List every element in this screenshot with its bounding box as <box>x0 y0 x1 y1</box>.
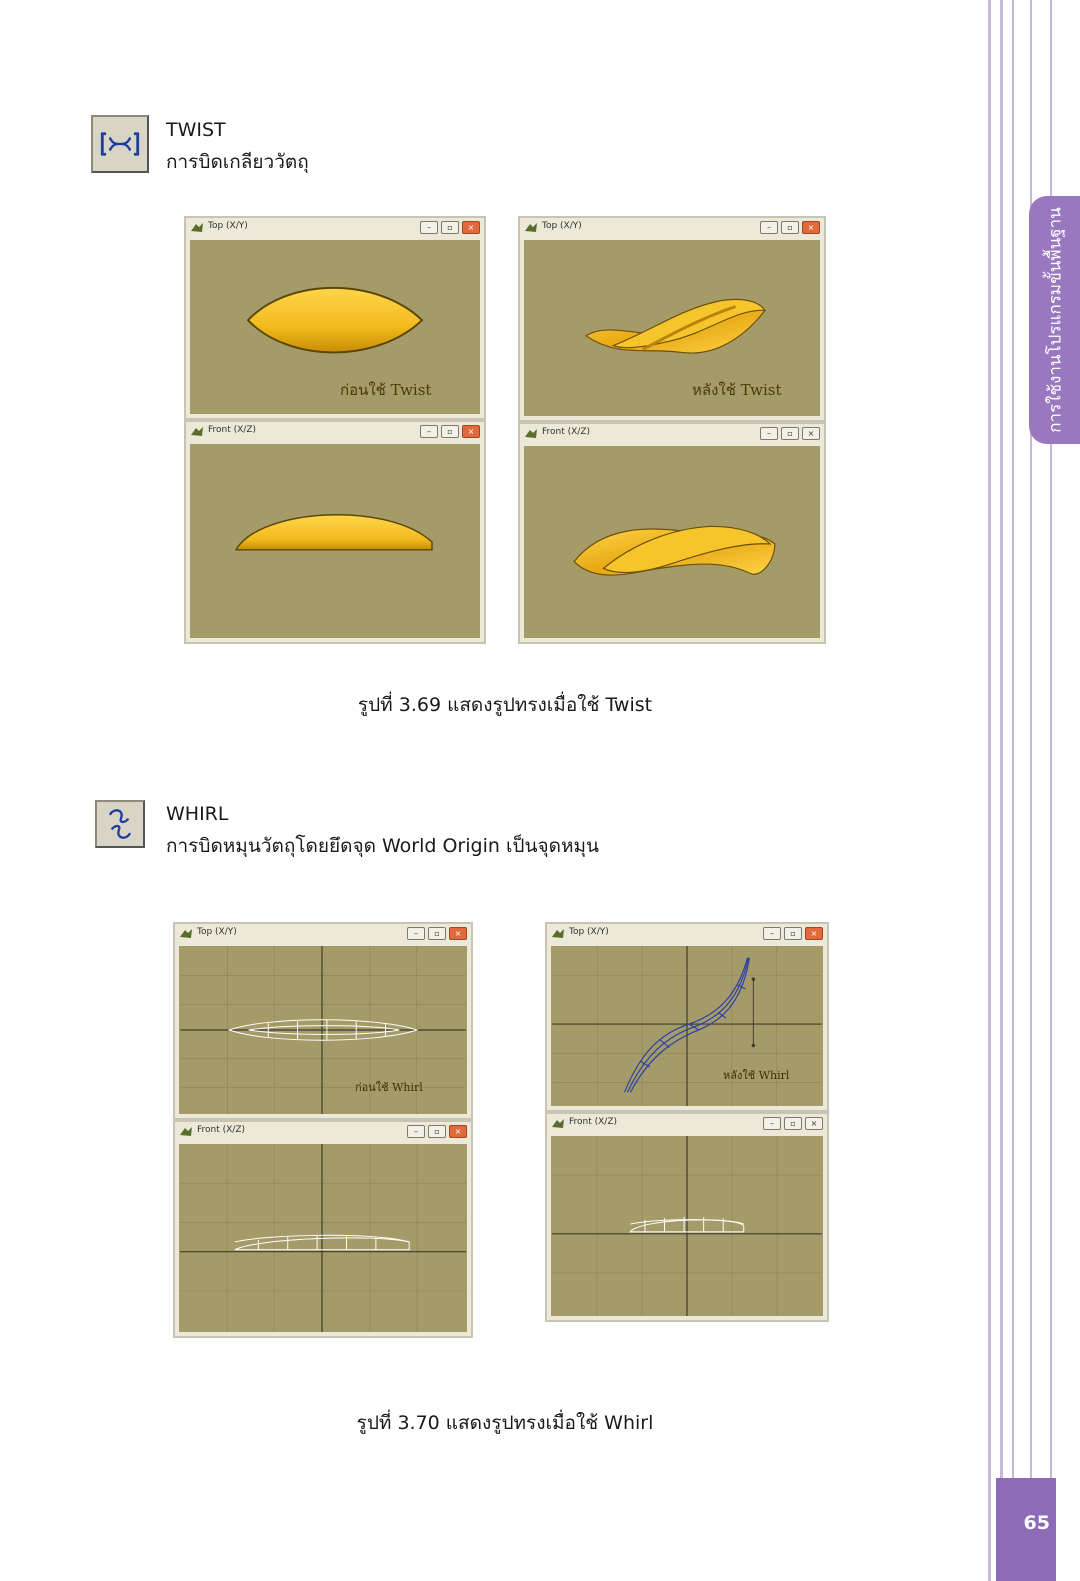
maximize-button[interactable]: ▫ <box>441 425 459 438</box>
twist-title: TWIST <box>166 119 226 141</box>
close-button[interactable]: × <box>462 425 480 438</box>
before-twist-label: ก่อนใช้ Twist <box>340 381 432 399</box>
viewport-title-bar[interactable] <box>175 924 471 944</box>
minimize-button[interactable]: – <box>763 927 781 940</box>
close-button[interactable]: × <box>449 927 467 940</box>
whirl-description: การบิดหมุนวัตถุโดยยึดจุด World Origin เป็นจุดหมุน <box>166 835 599 857</box>
maximize-button[interactable]: ▫ <box>784 1117 802 1130</box>
chapter-tab-label: การใช้งานโปรแกรมขั้นพื้นฐาน <box>1045 207 1065 433</box>
viewport-title-bar[interactable] <box>186 218 484 238</box>
rhino-logo-icon <box>190 425 204 438</box>
twist-heading <box>166 114 309 178</box>
maximize-button[interactable]: ▫ <box>428 1125 446 1138</box>
viewport-canvas[interactable] <box>524 240 820 416</box>
viewport-title: Front (X/Z) <box>542 427 591 437</box>
maximize-button[interactable]: ▫ <box>781 427 799 440</box>
viewport-title: Front (X/Z) <box>197 1125 246 1135</box>
whirl-heading <box>166 798 599 862</box>
twisted-object <box>586 299 765 353</box>
viewport-title-bar[interactable] <box>520 424 824 444</box>
before-whirl-label: ก่อนใช้ Whirl <box>355 1081 423 1094</box>
close-button[interactable]: × <box>805 1117 823 1130</box>
minimize-button[interactable]: – <box>407 1125 425 1138</box>
minimize-button[interactable]: – <box>420 425 438 438</box>
viewport-window-top[interactable] <box>173 922 473 1120</box>
viewport-window-top[interactable] <box>184 216 486 420</box>
lens-object <box>248 288 422 353</box>
viewport-title-bar[interactable] <box>175 1122 471 1142</box>
viewport-title-bar[interactable] <box>520 218 824 238</box>
minimize-button[interactable]: – <box>420 221 438 234</box>
margin-stripe <box>1012 0 1014 1581</box>
viewport-title: Front (X/Z) <box>208 425 257 435</box>
viewport-title: Top (X/Y) <box>197 927 237 937</box>
close-button[interactable]: × <box>449 1125 467 1138</box>
twist-figure-caption: รูปที่ 3.69 แสดงรูปทรงเมื่อใช้ Twist <box>357 694 653 716</box>
viewport-canvas[interactable] <box>179 946 467 1114</box>
maximize-button[interactable]: ▫ <box>428 927 446 940</box>
viewport-window-front[interactable] <box>518 422 826 644</box>
chapter-tab <box>1029 196 1080 444</box>
maximize-button[interactable]: ▫ <box>784 927 802 940</box>
viewport-title: Top (X/Y) <box>542 221 582 231</box>
minimize-button[interactable]: – <box>407 927 425 940</box>
viewport-window-front[interactable] <box>173 1120 473 1338</box>
margin-stripe <box>988 0 991 1581</box>
whirl-title: WHIRL <box>166 803 229 825</box>
dome-object <box>236 515 432 550</box>
after-whirl-label: หลังใช้ Whirl <box>723 1069 790 1082</box>
page-number: 65 <box>1023 1512 1050 1534</box>
viewport-canvas[interactable] <box>551 1136 823 1316</box>
twisted-object-front <box>574 526 775 575</box>
rhino-logo-icon <box>179 1125 193 1138</box>
minimize-button[interactable]: – <box>760 427 778 440</box>
twist-description: การบิดเกลียววัตถุ <box>166 151 309 173</box>
maximize-button[interactable]: ▫ <box>781 221 799 234</box>
viewport-canvas[interactable] <box>190 444 480 638</box>
maximize-button[interactable]: ▫ <box>441 221 459 234</box>
viewport-title: Top (X/Y) <box>569 927 609 937</box>
rhino-logo-icon <box>524 221 538 234</box>
viewport-canvas[interactable] <box>190 240 480 414</box>
viewport-canvas[interactable] <box>551 946 823 1106</box>
whirl-figure-caption: รูปที่ 3.70 แสดงรูปทรงเมื่อใช้ Whirl <box>356 1412 654 1434</box>
viewport-title: Top (X/Y) <box>208 221 248 231</box>
viewport-window-front[interactable] <box>184 420 486 644</box>
viewport-title-bar[interactable] <box>547 1114 827 1134</box>
twist-tool-icon <box>91 115 149 173</box>
close-button[interactable]: × <box>462 221 480 234</box>
rhino-logo-icon <box>551 1117 565 1130</box>
close-button[interactable]: × <box>802 427 820 440</box>
rhino-logo-icon <box>551 927 565 940</box>
viewport-title: Front (X/Z) <box>569 1117 618 1127</box>
rhino-logo-icon <box>524 427 538 440</box>
rhino-logo-icon <box>179 927 193 940</box>
viewport-window-front[interactable] <box>545 1112 829 1322</box>
close-button[interactable]: × <box>805 927 823 940</box>
margin-stripe <box>1000 0 1003 1581</box>
rhino-logo-icon <box>190 221 204 234</box>
minimize-button[interactable]: – <box>763 1117 781 1130</box>
viewport-window-top[interactable] <box>545 922 829 1112</box>
whirl-tool-icon <box>95 800 145 848</box>
viewport-canvas[interactable] <box>524 446 820 638</box>
after-twist-label: หลังใช้ Twist <box>692 381 782 399</box>
page-number-box <box>996 1478 1056 1581</box>
viewport-title-bar[interactable] <box>186 422 484 442</box>
viewport-title-bar[interactable] <box>547 924 827 944</box>
close-button[interactable]: × <box>802 221 820 234</box>
viewport-canvas[interactable] <box>179 1144 467 1332</box>
viewport-window-top[interactable] <box>518 216 826 422</box>
minimize-button[interactable]: – <box>760 221 778 234</box>
